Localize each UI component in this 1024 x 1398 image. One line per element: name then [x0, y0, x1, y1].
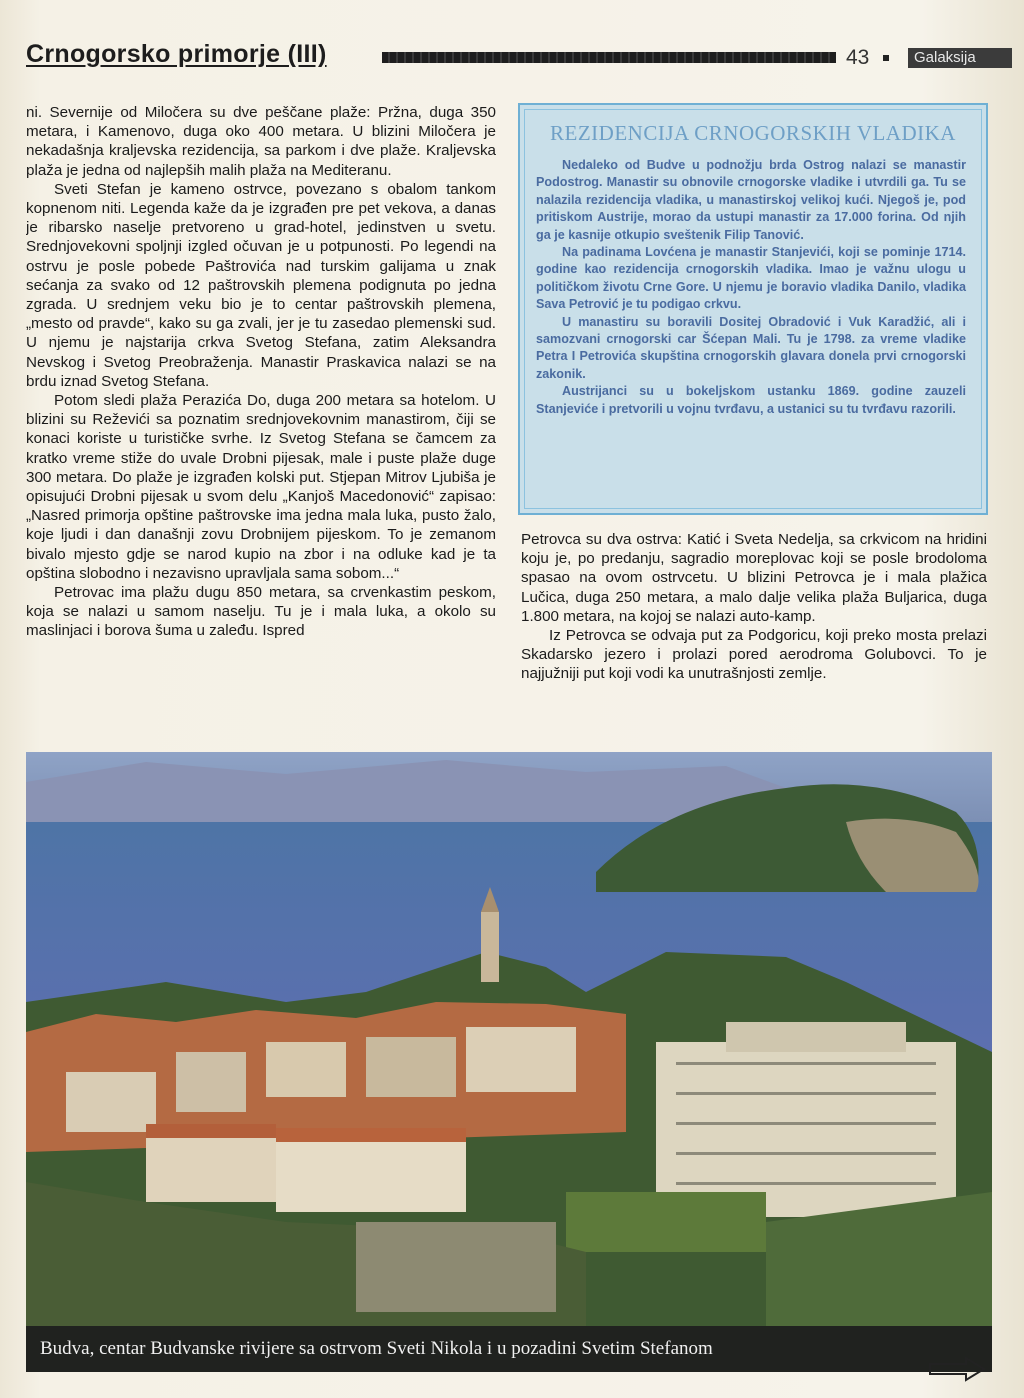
photo-caption: Budva, centar Budvanske rivijere sa ostrvom Sveti Nikola i u pozadini Svetim Stefanom	[26, 1326, 992, 1372]
sidebar-body	[536, 157, 966, 418]
magazine-name: Galaksija	[908, 48, 1012, 68]
article-paragraph: ni. Severnije od Miločera su dve peščane plaže: Pržna, duga 350 metara, i Kamenovo, duga oko 400 metara. U blizini Miločera je nekadašnja kraljevska rezidencija, sa parkom i dve plaže. Kraljevska plaža je jedna od najlepših malih plaža na Mediteranu.	[26, 104, 496, 179]
article-paragraph: Sveti Stefan je kameno ostrvce, povezano s obalom tankom kopnenom niti. Legenda kaže da je izgrađen pre pet vekova, a danas je ribarsko naselje pretvoreno u grad-hotel, jedinstven u svetu. Srednjovekovni spoljnji izgled očuvan je u potpunosti. Po legendi na ostrvu je posle pobede Paštrovića nad turskim galijama u znak sećanja za svako od 12 paštrovskih plemena podignuta po jedna zgrada. U srednjem veku bio je to centar paštrovskih plemena, „mesto od pravde“, kako su ga zvali, jer je tu zasedao plemenski sud. U njemu je najstarija crkva Svetog Stefana, zatim Aleksandra Nevskog i Svetog Preobraženja. Manastir Praskavica nalazi se na brdu iznad Svetog Stefana.	[26, 180, 496, 390]
page-header	[26, 40, 988, 74]
article-paragraph: Iz Petrovca se odvaja put za Podgoricu, koji preko mosta prelazi Skadarsko jezero i prolazi pored aerodroma Golubovci. To je najjužniji put koji vodi ka unutrašnjosti zemlje.	[521, 627, 987, 683]
article-paragraph: Potom sledi plaža Perazića Do, duga 200 metara sa hotelom. U blizini su Reževići sa poznatim srednjovekovnim manastirom, čiji se konaci koriste u turističke svrhe. Iz Svetog Stefana se čamcem za kratko vreme stiže do uvale Drobni pijesak, male i puste plaže duge 300 metara. Do plaže je izgrađen kolski put. Stjepan Mitrov Ljubiša je opisujući Drobni pijesak u svom delu „Kanjoš Macedonović“ zapisao: „Nasred primorja opštine paštrovske ima jedna mala luka, pusto žalo, koje ljudi i dan današnji zovu Drobnijem pijeskom. To je zemanom bivalo mjesto gdje se narod kupio na zbor i na odluke kad je ta opština slobodno i nezavisno upravljala samа sobom...“	[26, 392, 496, 582]
sidebar-title: REZIDENCIJA CRNOGORSKIH VLADIKA	[550, 121, 956, 145]
sidebar-paragraph: Austrijanci su u bokeljskom ustanku 1869. godine zauzeli Stanjeviće i pretvorili u vojnu tvrđavu, a ustanici su tu tvrđavu razorili.	[536, 384, 966, 416]
sidebar-paragraph: U manastiru su boravili Dositej Obradović i Vuk Karadžić, ali i samozvani crnogorski car Šćepan Mali. Tu je 1798. za vreme vladike Petra I Petrovića skupština crnogorskih glavara donela prvi crnogorski zakonik.	[536, 314, 966, 381]
header-rule	[382, 52, 836, 63]
article-right-column	[521, 530, 987, 730]
sidebar-paragraph: Na padinama Lovćena je manastir Stanjevići, koji se pominje 1714. godine kao rezidencija crnogorskih vladika. Imao je važnu ulogu u političkom životu Crne Gore. U njemu je boravio vladika Danilo, vladika Sava Petrović je tu podigao crkvu.	[536, 245, 966, 312]
article-paragraph: Petrovca su dva ostrva: Katić i Sveta Nedelja, sa crkvicom na hridini koju je, po predanju, sagradio moreplovac koji se posle brodoloma spasao na ovom ostrvcetu. U blizini Petrovca je i mala plažica Lučica, duga 250 metara, a malo dalje velika plaža Buljarica, duga 1.800 metara, na kojoj se nalazi auto-kamp.	[521, 531, 987, 625]
section-title: Crnogorsko primorje (III)	[26, 40, 327, 68]
article-left-column	[26, 103, 496, 723]
right-arrow-icon	[928, 1356, 986, 1382]
article-paragraph: Petrovac ima plažu dugu 850 metara, sa crvenkastim peskom, koja se nalazi u samom naselju. Tu je i mala luka, a okolo su maslinjaci i borova šuma u zaleđu. Ispred	[26, 584, 496, 640]
page-number: 43	[846, 46, 870, 69]
bullet-icon	[883, 55, 889, 61]
sidebar-paragraph: Nedaleko od Budve u podnožju brda Ostrog nalazi se manastir Podostrog. Manastir su obnovile crnogorske vladike i utvrdili ga. Tu se nalazila rezidencija vladika, u manastirskoj velikoj kući. Njegoš je, pod pritiskom Austrije, morao da ustupi manastir za 17.000 forina. Od njih ga je kasnije otkupio sveštenik Filip Tanović.	[536, 158, 966, 242]
sidebar-box	[518, 103, 988, 515]
budva-photo	[26, 752, 992, 1372]
photo-illustration	[26, 752, 992, 1372]
